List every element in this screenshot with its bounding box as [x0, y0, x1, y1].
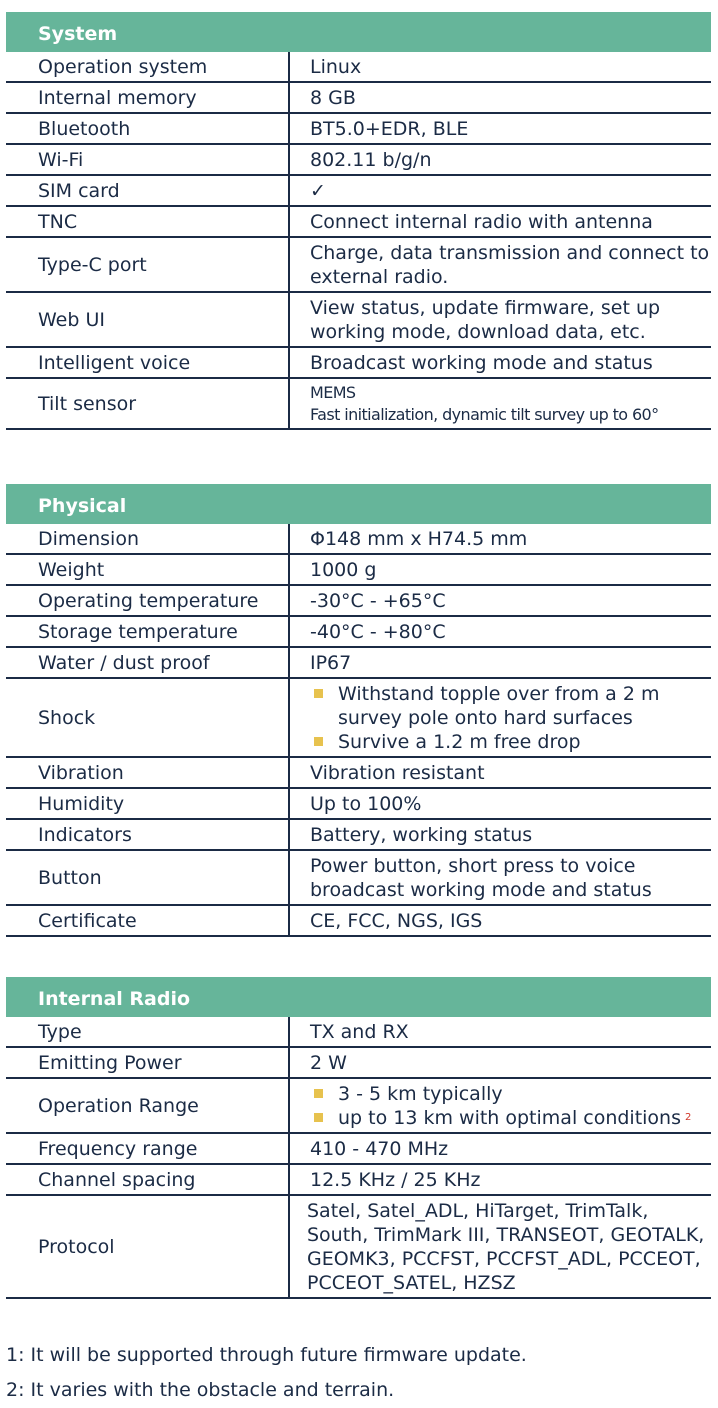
spec-key: Button: [6, 850, 289, 905]
section-header: Physical: [6, 484, 711, 524]
bullet-item: 3 - 5 km typically: [310, 1082, 711, 1106]
physical-table: [6, 524, 711, 937]
spec-value: [289, 378, 711, 429]
section-header: Internal Radio: [6, 977, 711, 1017]
spec-key: Humidity: [6, 788, 289, 819]
table-row: [6, 144, 711, 175]
table-row: [6, 788, 711, 819]
table-row: [6, 616, 711, 647]
spec-key: Operating temperature: [6, 585, 289, 616]
spec-value: -30°C - +65°C: [289, 585, 711, 616]
physical-section: [6, 484, 711, 937]
footnote: 2: It varies with the obstacle and terrain.: [6, 1379, 395, 1401]
table-row: [6, 1195, 711, 1298]
bullet-item: [310, 1106, 711, 1130]
bullet-text: up to 13 km with optimal conditions: [338, 1107, 682, 1129]
spec-key: Type-C port: [6, 237, 289, 292]
footnote-marker: 2: [685, 1112, 692, 1123]
spec-value: 12.5 KHz / 25 KHz: [289, 1164, 711, 1195]
spec-value: Charge, data transmission and connect to external radio.: [289, 237, 711, 292]
table-row: [6, 1164, 711, 1195]
spec-key: Operation Range: [6, 1078, 289, 1133]
spec-value: Vibration resistant: [289, 757, 711, 788]
footnote: 1: It will be supported through future firmware update.: [6, 1344, 527, 1366]
spec-value: BT5.0+EDR, BLE: [289, 113, 711, 144]
spec-key: Channel spacing: [6, 1164, 289, 1195]
table-row: [6, 237, 711, 292]
spec-value: Battery, working status: [289, 819, 711, 850]
spec-value: 2 W: [289, 1047, 711, 1078]
spec-value: [289, 1078, 711, 1133]
table-row: [6, 905, 711, 936]
spec-value: IP67: [289, 647, 711, 678]
spec-value: Broadcast working mode and status: [289, 347, 711, 378]
spec-value: Connect internal radio with antenna: [289, 206, 711, 237]
bullet-list: [310, 682, 711, 754]
table-row: [6, 175, 711, 206]
spec-key: Wi-Fi: [6, 144, 289, 175]
table-row: [6, 757, 711, 788]
table-row: [6, 850, 711, 905]
spec-value: -40°C - +80°C: [289, 616, 711, 647]
spec-key: Bluetooth: [6, 113, 289, 144]
table-row: [6, 524, 711, 554]
footnotes: [6, 1338, 527, 1408]
spec-value: View status, update firmware, set up working mode, download data, etc.: [289, 292, 711, 347]
spec-value: 802.11 b/g/n: [289, 144, 711, 175]
table-row: [6, 1078, 711, 1133]
check-icon: ✓: [289, 175, 711, 206]
spec-value: CE, FCC, NGS, IGS: [289, 905, 711, 936]
spec-value: TX and RX: [289, 1017, 711, 1047]
table-row: [6, 1017, 711, 1047]
table-row: [6, 819, 711, 850]
spec-key: Shock: [6, 678, 289, 757]
spec-key: Weight: [6, 554, 289, 585]
spec-value: 1000 g: [289, 554, 711, 585]
table-row: [6, 647, 711, 678]
table-row: [6, 82, 711, 113]
spec-key: TNC: [6, 206, 289, 237]
spec-key: Web UI: [6, 292, 289, 347]
radio-table: [6, 1017, 711, 1299]
spec-key: Protocol: [6, 1195, 289, 1298]
table-row: [6, 52, 711, 82]
spec-value-line: MEMS: [310, 383, 356, 402]
spec-key: Intelligent voice: [6, 347, 289, 378]
spec-value: 8 GB: [289, 82, 711, 113]
spec-key: Storage temperature: [6, 616, 289, 647]
radio-section: [6, 977, 711, 1299]
spec-key: Dimension: [6, 524, 289, 554]
table-row: [6, 554, 711, 585]
system-table: [6, 52, 711, 430]
table-row: [6, 206, 711, 237]
table-row: [6, 678, 711, 757]
table-row: [6, 292, 711, 347]
spec-value: Satel, Satel_ADL, HiTarget, TrimTalk, South, TrimMark III, TRANSEOT, GEOTALK, GEOMK3, PCCFST, PCCFST_ADL, PCCEOT, PCCEOT_SATEL, HZSZ: [289, 1195, 711, 1298]
spec-key: Water / dust proof: [6, 647, 289, 678]
spec-key: Vibration: [6, 757, 289, 788]
spec-value: [289, 678, 711, 757]
table-row: [6, 113, 711, 144]
spec-value: Up to 100%: [289, 788, 711, 819]
bullet-list: [310, 1082, 711, 1130]
spec-key: Tilt sensor: [6, 378, 289, 429]
spec-value: Power button, short press to voice broadcast working mode and status: [289, 850, 711, 905]
spec-key: Emitting Power: [6, 1047, 289, 1078]
bullet-item: Withstand topple over from a 2 m survey pole onto hard surfaces: [310, 682, 711, 730]
spec-value: 410 - 470 MHz: [289, 1133, 711, 1164]
spec-key: SIM card: [6, 175, 289, 206]
spec-value: Φ148 mm x H74.5 mm: [289, 524, 711, 554]
spec-key: Certificate: [6, 905, 289, 936]
spec-key: Type: [6, 1017, 289, 1047]
table-row: [6, 378, 711, 429]
system-section: [6, 12, 711, 430]
section-header: System: [6, 12, 711, 52]
spec-key: Frequency range: [6, 1133, 289, 1164]
table-row: [6, 1047, 711, 1078]
spec-key: Internal memory: [6, 82, 289, 113]
spec-key: Operation system: [6, 52, 289, 82]
table-row: [6, 347, 711, 378]
spec-key: Indicators: [6, 819, 289, 850]
table-row: [6, 585, 711, 616]
bullet-item: Survive a 1.2 m free drop: [310, 730, 711, 754]
spec-value: Linux: [289, 52, 711, 82]
table-row: [6, 1133, 711, 1164]
spec-value-line: Fast initialization, dynamic tilt survey up to 60°: [310, 405, 659, 424]
